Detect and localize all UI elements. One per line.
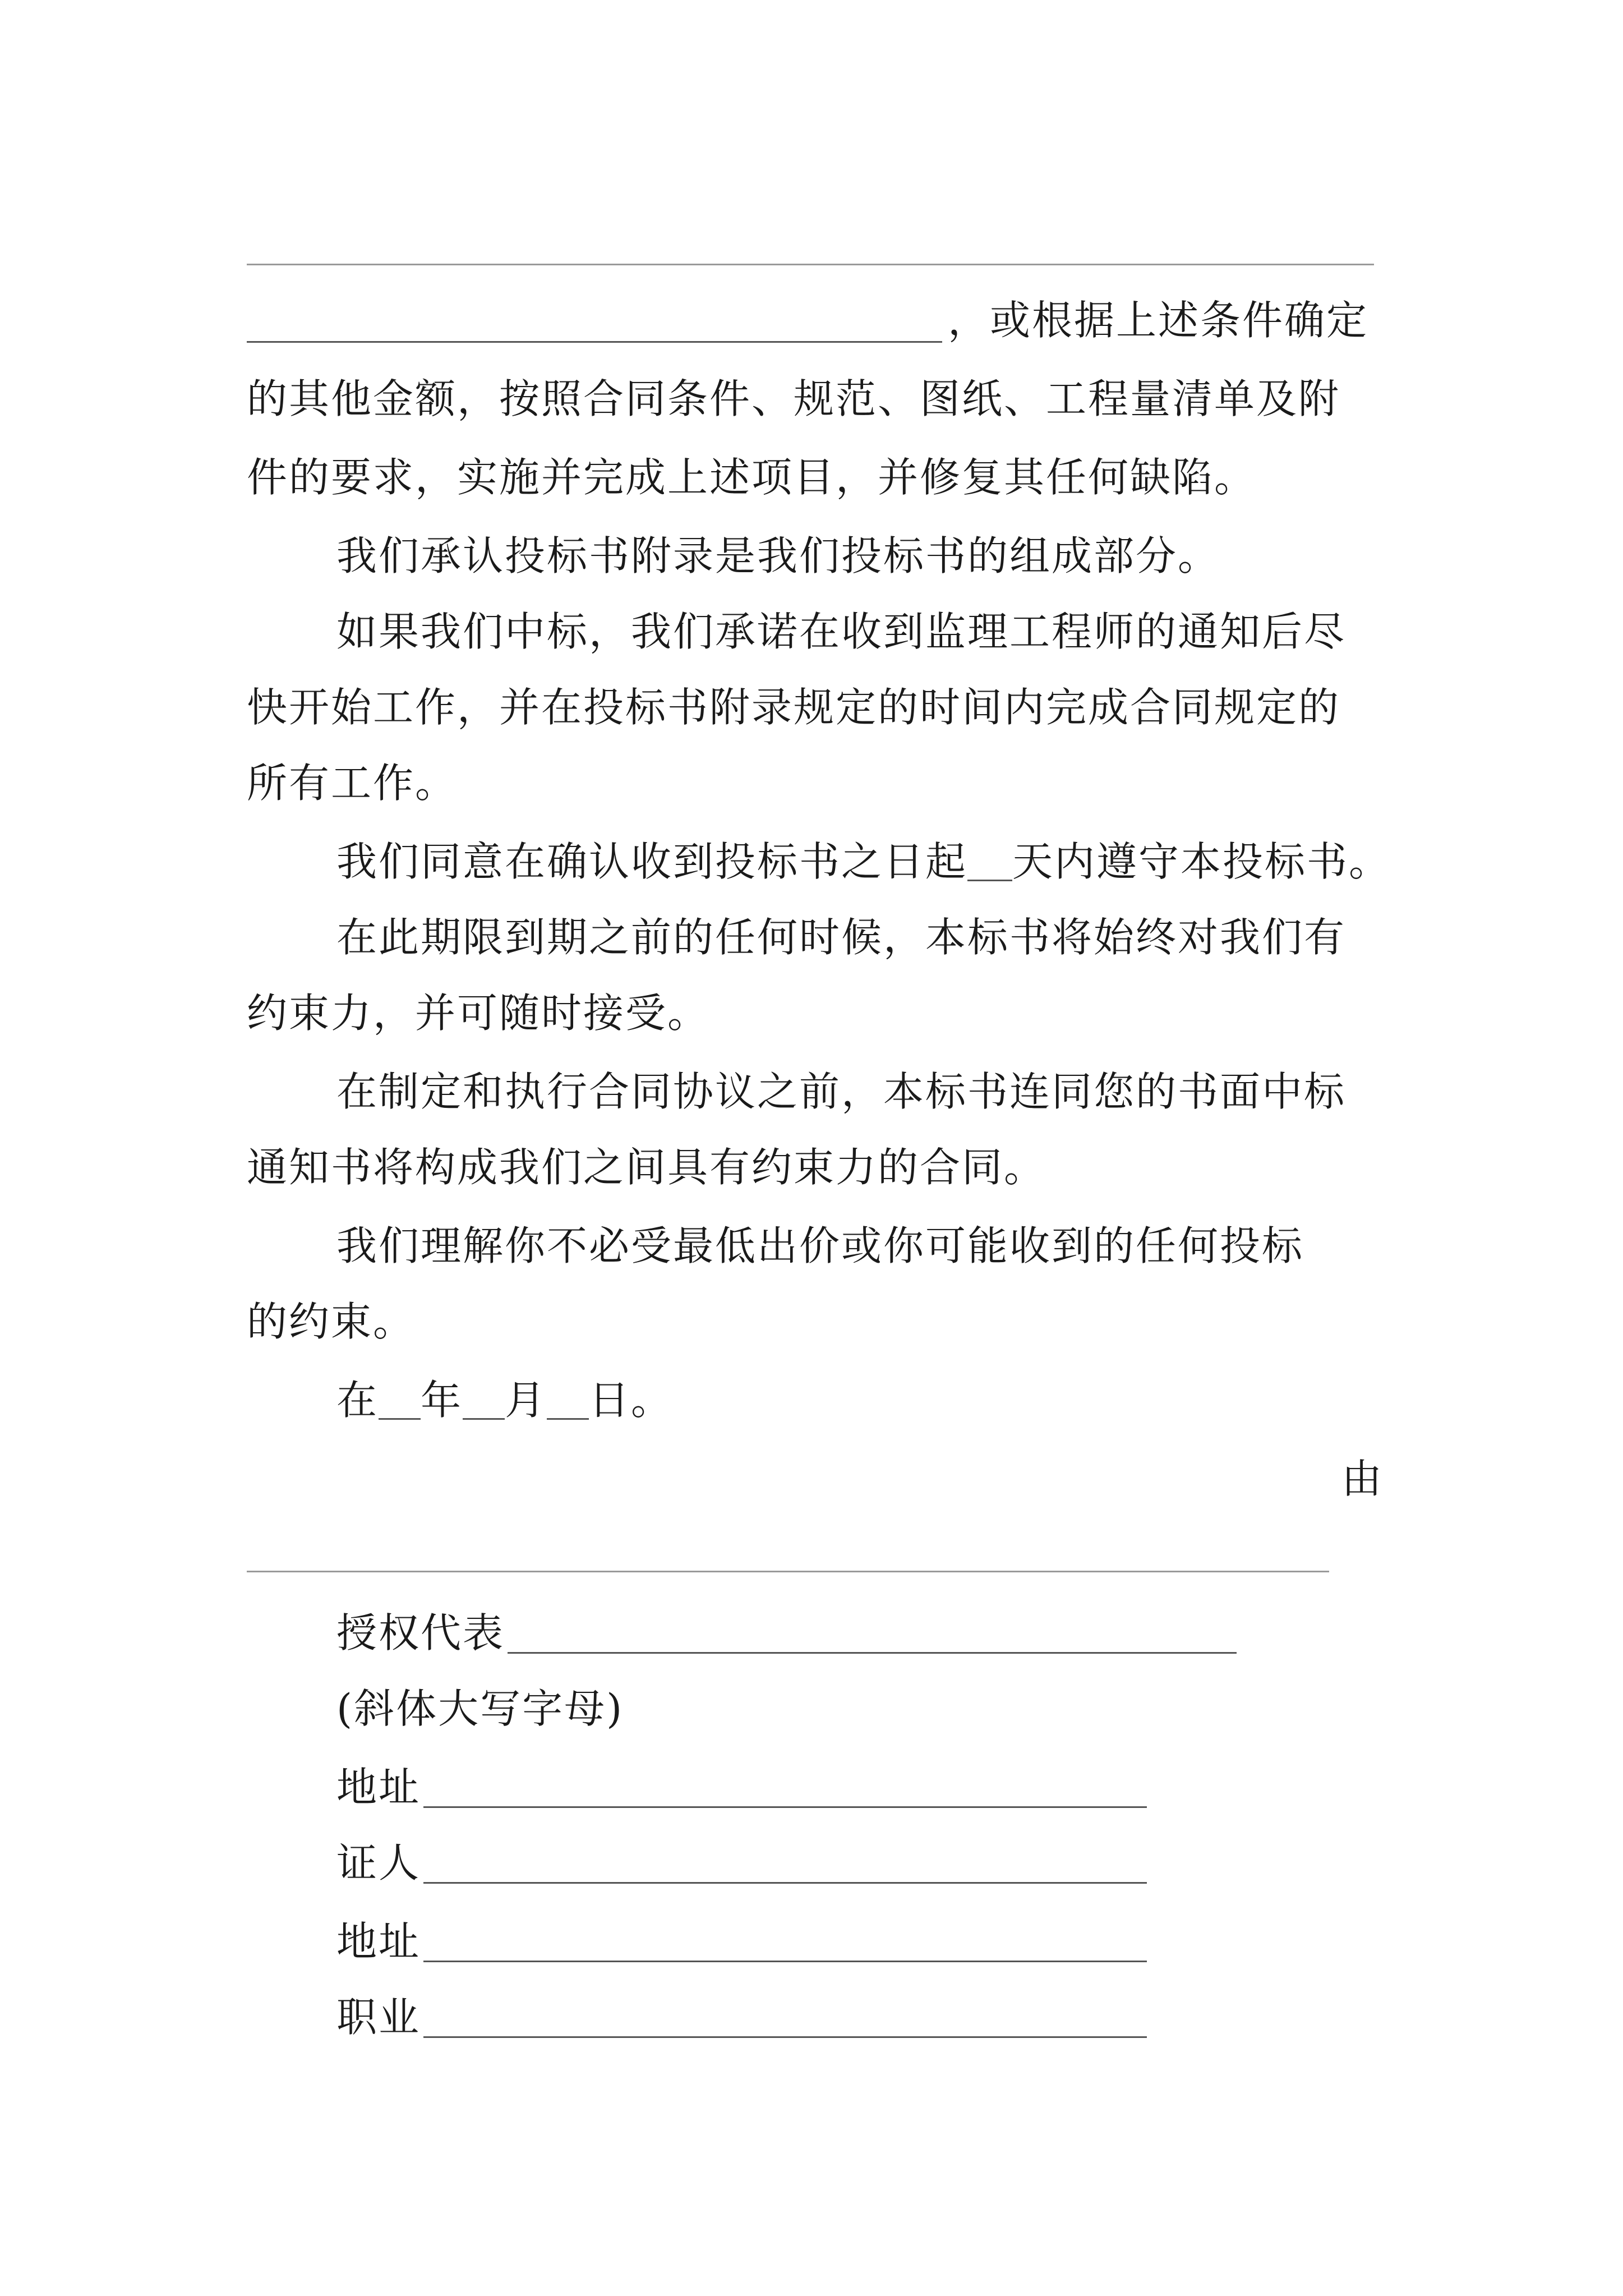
validity-line — [336, 838, 1391, 885]
address-label: 地址 — [336, 1764, 421, 1811]
paragraph-line: 快开始工作，并在投标书附录规定的时间内完成合同规定的 — [247, 684, 1341, 731]
address-blank — [423, 1806, 1147, 1808]
paragraph-line: 所有工作。 — [247, 760, 458, 807]
top-rule — [247, 264, 1374, 265]
paragraph-line: 我们理解你不必受最低出价或你可能收到的任何投标 — [336, 1222, 1304, 1269]
validity-text-b: 天内遵守本投标书。 — [1012, 838, 1391, 885]
paragraph-line: 通知书将构成我们之间具有约束力的合同。 — [247, 1144, 1046, 1191]
paragraph-line: 约束力，并可随时接受。 — [247, 990, 710, 1037]
witness-label: 证人 — [336, 1839, 421, 1887]
paragraph-line: 我们承认投标书附录是我们投标书的组成部分。 — [336, 532, 1220, 579]
representative-blank — [508, 1652, 1237, 1654]
date-text-b: 年 — [421, 1377, 463, 1424]
representative-label: 授权代表 — [336, 1609, 505, 1657]
occupation-blank — [423, 2036, 1147, 2038]
paragraph-line: 的其他金额，按照合同条件、规范、图纸、工程量清单及附 — [247, 375, 1341, 422]
date-text-a: 在 — [336, 1377, 379, 1424]
paragraph-line: 如果我们中标，我们承诺在收到监理工程师的通知后尽 — [336, 608, 1347, 655]
validity-text-a: 我们同意在确认收到投标书之日起 — [336, 838, 968, 885]
address2-label: 地址 — [336, 1918, 421, 1965]
year-blank — [379, 1384, 421, 1420]
day-blank — [547, 1384, 589, 1420]
days-blank — [967, 846, 1012, 881]
paragraph-line: 在此期限到期之前的任何时候，本标书将始终对我们有 — [336, 914, 1347, 961]
paragraph-line: 在制定和执行合同协议之前，本标书连同您的书面中标 — [336, 1068, 1347, 1115]
witness-blank — [423, 1882, 1147, 1884]
date-line — [336, 1377, 674, 1424]
paragraph-line: ，或根据上述条件确定 — [948, 297, 1369, 344]
paragraph-line: 的约束。 — [247, 1298, 416, 1345]
signature-rule — [247, 1571, 1329, 1572]
occupation-label: 职业 — [336, 1994, 421, 2041]
date-text-c: 月 — [505, 1377, 547, 1424]
paragraph-line: 件的要求，实施并完成上述项目，并修复其任何缺陷。 — [247, 454, 1257, 501]
date-text-d: 日。 — [589, 1377, 674, 1424]
amount-blank — [247, 341, 942, 343]
month-blank — [463, 1384, 505, 1420]
address2-blank — [423, 1961, 1147, 1962]
by-label: 由 — [1341, 1455, 1382, 1502]
capital-note: (斜体大写字母) — [336, 1685, 624, 1732]
